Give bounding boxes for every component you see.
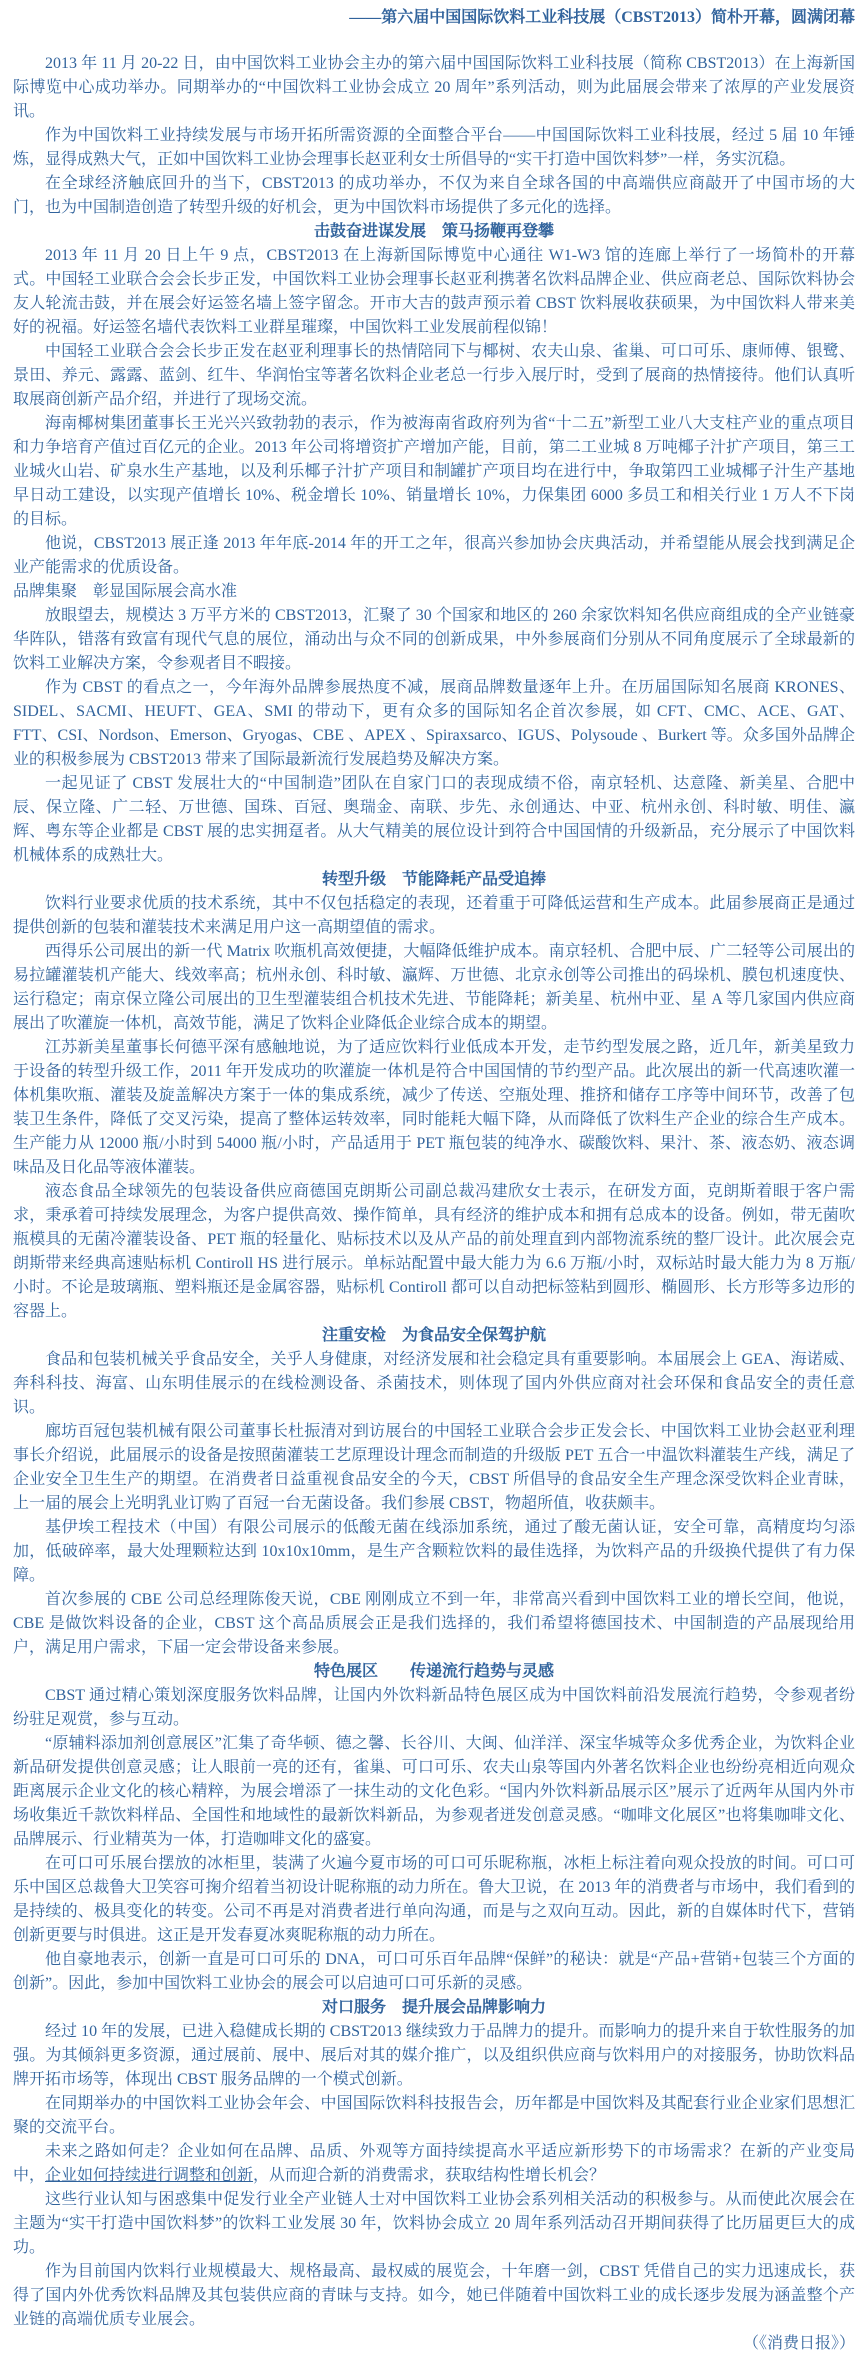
paragraph: 食品和包装机械关乎食品安全，关乎人身健康，对经济发展和社会稳定具有重要影响。本届展会上 GEA、海诺威、奔科科技、海富、山东明佳展示的在线检测设备、杀菌技术，则体现了国内外供应商对社会环保和食品安全的责任意识。	[13, 1351, 855, 1416]
paragraph: 2013 年 11 月 20-22 日，由中国饮料工业协会主办的第六届中国国际饮料工业科技展（简称 CBST2013）在上海新国际博览中心成功举办。同期举办的“中国饮料工业协会成立 20 周年”系列活动，则为此届展会带来了浓厚的产业发展资讯。	[13, 55, 855, 120]
paragraph: 经过 10 年的发展，已进入稳健成长期的 CBST2013 继续致力于品牌力的提升。而影响力的提升来自于软性服务的加强。为其倾斜更多资源，通过展前、展中、展后对其的媒介推广，以及组织供应商与饮料用户的对接服务，协助饮料品牌开拓市场等，体现出 CBST 服务品牌的一个模式创新。	[13, 2023, 855, 2088]
section-heading: 转型升级 节能降耗产品受追捧	[321, 871, 546, 888]
paragraph	[13, 2140, 855, 2188]
paragraph: 这些行业认知与困惑集中促发行业全产业链人士对中国饮料工业协会系列相关活动的积极参与。从而使此次展会在主题为“实干打造中国饮料梦”的饮料工业发展 30 年，饮料协会成立 20 周年系列活动召开期间获得了比历届更巨大的成功。	[13, 2191, 855, 2256]
paragraph: 他自豪地表示，创新一直是可口可乐的 DNA，可口可乐百年品牌“保鲜”的秘诀：就是“产品+营销+包装三个方面的创新”。因此，参加中国饮料工业协会的展会可以启迪可口可乐新的灵感。	[13, 1951, 855, 1992]
underlined-text: 企业如何持续进行调整和创新	[45, 2167, 254, 2184]
text-segment: ，从而迎合新的消费需求，获取结构性增长机会？	[253, 2167, 606, 2184]
paragraph: 廊坊百冠包装机械有限公司董事长杜振清对到访展台的中国轻工业联合会步正发会长、中国饮料工业协会赵亚利理事长介绍说，此届展示的设备是按照菌灌装工艺原理设计理念而制造的升级版 PET 五合一中温饮料灌装生产线，满足了企业安全卫生生产的期望。在消费者日益重视食品安全的今天，CBST 所倡导的食品安全生产理念深受饮料企业青昧，上一届的展会上光明乳业订购了百冠一台无菌设备。我们参展 CBST，物超所值，收获颇丰。	[13, 1423, 855, 1512]
paragraph: 在同期举办的中国饮料工业协会年会、中国国际饮料科技报告会，历年都是中国饮料及其配套行业企业家们思想汇聚的交流平台。	[13, 2095, 855, 2136]
paragraph: 基伊埃工程技术（中国）有限公司展示的低酸无菌在线添加系统，通过了酸无菌认证，安全可靠，高精度均匀添加，低破碎率，最大处理颗粒达到 10x10x10mm，是生产含颗粒饮料的最佳选择，为饮料产品的升级换代提供了有力保障。	[13, 1519, 855, 1584]
text-segment: 未来之路如何走？企业如何在品牌、品质、外观等方面持续提高水平适应新形势下的市场需求？在新的产业变局中，	[13, 2143, 855, 2184]
paragraph: 江苏新美星董事长何德平深有感触地说，为了适应饮料行业低成本开发，走节约型发展之路，近几年，新美星致力于设备的转型升级工作，2011 年开发成功的吹灌旋一体机是符合中国国情的节约型产品。此次展出的新一代高速吹灌一体机集吹瓶、灌装及旋盖解决方案于一体的集成系统，减少了传送、空瓶处理、推挤和储存工序等中间环节，改善了包装卫生条件，降低了交叉污染，提高了整体运转效率，同时能耗大幅下降，从而降低了饮料生产企业的综合生产成本。生产能力从 12000 瓶/小时到 54000 瓶/小时，产品适用于 PET 瓶包装的纯净水、碳酸饮料、果汁、茶、液态奶、液态调味品及日化品等液体灌装。	[13, 1039, 855, 1176]
section-heading: 对口服务 提升展会品牌影响力	[321, 1999, 546, 2016]
paragraph: “原辅料添加剂创意展区”汇集了奇华顿、德之馨、长谷川、大闽、仙洋洋、深宝华城等众多优秀企业，为饮料企业新品研发提供创意灵感；让人眼前一亮的还有，雀巢、可口可乐、农夫山泉等国内外著名饮料企业也纷纷亮相近向观众距离展示企业文化的核心精粹，为展会增添了一抹生动的文化色彩。“国内外饮料新品展示区”展示了近两年从国内外市场收集近千款饮料样品、全国性和地域性的最新饮料新品，为参观者迸发创意灵感。“咖啡文化展区”也将集咖啡文化、品牌展示、行业精英为一体，打造咖啡文化的盛宴。	[13, 1735, 855, 1848]
article-subtitle: ——第六届中国国际饮料工业科技展（CBST2013）简朴开幕，圆满闭幕	[349, 9, 855, 26]
paragraph: 2013 年 11 月 20 日上午 9 点，CBST2013 在上海新国际博览中心通往 W1-W3 馆的连廊上举行了一场简朴的开幕式。中国轻工业联合会会长步正发，中国饮料工业协会理事长赵亚利携著名饮料品牌企业、供应商老总、国际饮料协会友人轮流击鼓，并在展会好运签名墙上签字留念。开市大吉的鼓声预示着 CBST 饮料展收获硕果，为中国饮料人带来美好的祝福。好运签名墙代表饮料工业群星璀璨，中国饮料工业发展前程似锦！	[13, 247, 855, 336]
paragraph: 中国轻工业联合会会长步正发在赵亚利理事长的热情陪同下与椰树、农夫山泉、雀巢、可口可乐、康师傅、银鹭、景田、养元、露露、蓝剑、红牛、华润怡宝等著名饮料企业老总一行步入展厅时，受到了展商的热情接待。他们认真听取展商创新产品介绍，并进行了现场交流。	[13, 343, 855, 408]
section-heading: 特色展区 传递流行趋势与灵感	[313, 1663, 554, 1680]
paragraph: 西得乐公司展出的新一代 Matrix 吹瓶机高效便捷，大幅降低维护成本。南京轻机、合肥中辰、广二轻等公司展出的易拉罐灌装机产能大、线效率高；杭州永创、科时敏、瀛辉、万世德、北京永创等公司推出的码垛机、膜包机速度快、运行稳定；南京保立隆公司展出的卫生型灌装组合机技术先进、节能降耗；新美星、杭州中亚、星 A 等几家国内供应商展出了吹灌旋一体机，高效节能，满足了饮料企业降低企业综合成本的期望。	[13, 943, 855, 1032]
paragraph: 液态食品全球领先的包装设备供应商德国克朗斯公司副总裁冯建欣女士表示，在研发方面，克朗斯着眼于客户需求，秉承着可持续发展理念，为客户提供高效、操作简单，具有经济的维护成本和拥有总成本的设备。例如，带无菌吹瓶模具的无菌冷灌装设备、PET 瓶的轻量化、贴标技术以及从产品的前处理直到内部物流系统的整厂设计。此次展会克朗斯带来经典高速贴标机 Contiroll HS 进行展示。单标站配置中最大能力为 6.6 万瓶/小时，双标站时最大能力为 8 万瓶/小时。不论是玻璃瓶、塑料瓶还是金属容器，贴标机 Contiroll 都可以自动把标签粘到圆形、椭圆形、长方形等多边形的容器上。	[13, 1183, 855, 1320]
paragraph: 首次参展的 CBE 公司总经理陈俊天说，CBE 刚刚成立不到一年，非常高兴看到中国饮料工业的增长空间，他说，CBE 是做饮料设备的企业，CBST 这个高品质展会正是我们选择的，我们希望将德国技术、中国制造的产品展现给用户，满足用户需求，下届一定会带设备来参展。	[13, 1591, 855, 1656]
sub-heading: 品牌集聚 彰显国际展会高水准	[13, 583, 238, 600]
paragraph: 饮料行业要求优质的技术系统，其中不仅包括稳定的表现，还着重于可降低运营和生产成本。此届参展商正是通过提供创新的包装和灌装技术来满足用户这一高期望值的需求。	[13, 895, 855, 936]
paragraph: 作为中国饮料工业持续发展与市场开拓所需资源的全面整合平台——中国国际饮料工业科技展，经过 5 届 10 年锤炼，显得成熟大气，正如中国饮料工业协会理事长赵亚利女士所倡导的“实干打造中国饮料梦”一样，务实沉稳。	[13, 127, 855, 168]
section-heading: 注重安检 为食品安全保驾护航	[321, 1327, 546, 1344]
paragraph: 海南椰树集团董事长王光兴兴致勃勃的表示，作为被海南省政府列为省“十二五”新型工业八大支柱产业的重点项目和力争培育产值过百亿元的企业。2013 年公司将增资扩产增加产能，目前，第二工业城 8 万吨椰子汁扩产项目，第三工业城火山岩、矿泉水生产基地，以及利乐椰子汁扩产项目和制罐扩产项目均在进行中，争取第四工业城椰子汁生产基地早日动工建设，以实现产值增长 10%、税金增长 10%、销量增长 10%，力保集团 6000 多员工和相关行业 1 万人不下岗的目标。	[13, 415, 855, 528]
paragraph: 在可口可乐展台摆放的冰柜里，装满了火遍今夏市场的可口可乐昵称瓶，冰柜上标注着向观众投放的时间。可口可乐中国区总裁鲁大卫笑容可掬介绍着当初设计昵称瓶的动力所在。鲁大卫说，在 2013 年的消费者与市场中，我们看到的是持续的、极具变化的转变。公司不再是对消费者进行单向沟通，而是与之双向互动。因此，新的自媒体时代下，营销创新更要与时俱进。这正是开发春夏冰爽昵称瓶的动力所在。	[13, 1855, 855, 1944]
article-source: （《消费日报》）	[742, 2335, 855, 2352]
paragraph: 在全球经济触底回升的当下，CBST2013 的成功举办，不仅为来自全球各国的中高端供应商敲开了中国市场的大门，也为中国制造创造了转型升级的好机会，更为中国饮料市场提供了多元化的选择。	[13, 175, 855, 216]
paragraph: CBST 通过精心策划深度服务饮料品牌，让国内外饮料新品特色展区成为中国饮料前沿发展流行趋势，令参观者纷纷驻足观赏，参与互动。	[13, 1687, 855, 1728]
paragraph: 作为 CBST 的看点之一，今年海外品牌参展热度不减，展商品牌数量逐年上升。在历届国际知名展商 KRONES、SIDEL、SACMI、HEUFT、GEA、SMI 的带动下，更有众多的国际知名企首次参展，如 CFT、CMC、ACE、GAT、FTT、CSI、Nordson、Emerson、Gryogas、CBE 、APEX 、Spiraxsarco、IGUS、Polysoude 、Burkert 等。众多国外品牌企业的积极参展为 CBST2013 带来了国际最新流行发展趋势及解决方案。	[13, 679, 855, 768]
paragraph: 一起见证了 CBST 发展壮大的“中国制造”团队在自家门口的表现成绩不俗，南京轻机、达意隆、新美星、合肥中辰、保立隆、广二轻、万世德、国珠、百冠、奥瑞金、南联、步先、永创通达、中亚、杭州永创、科时敏、明佳、瀛辉、粤东等企业都是 CBST 展的忠实拥趸者。从大气精美的展位设计到符合中国国情的升级新品，充分展示了中国饮料机械体系的成熟壮大。	[13, 775, 855, 864]
paragraph: 放眼望去，规模达 3 万平方米的 CBST2013，汇聚了 30 个国家和地区的 260 余家饮料知名供应商组成的全产业链豪华阵队，错落有致富有现代气息的展位，涌动出与众不同的创新成果，中外参展商们分别从不同角度展示了全球最新的饮料工业解决方案，令参观者目不暇接。	[13, 607, 855, 672]
paragraph: 作为目前国内饮料行业规模最大、规格最高、最权威的展览会，十年磨一剑，CBST 凭借自己的实力迅速成长，获得了国内外优秀饮料品牌及其包装供应商的青昧与支持。如今，她已伴随着中国饮料工业的成长逐步发展为涵盖整个产业链的高端优质专业展会。	[13, 2263, 855, 2328]
article-body	[13, 52, 855, 2332]
section-heading: 击鼓奋进谋发展 策马扬鞭再登攀	[313, 223, 554, 240]
paragraph: 他说，CBST2013 展正逢 2013 年年底-2014 年的开工之年，很高兴参加协会庆典活动，并希望能从展会找到满足企业产能需求的优质设备。	[13, 535, 855, 576]
